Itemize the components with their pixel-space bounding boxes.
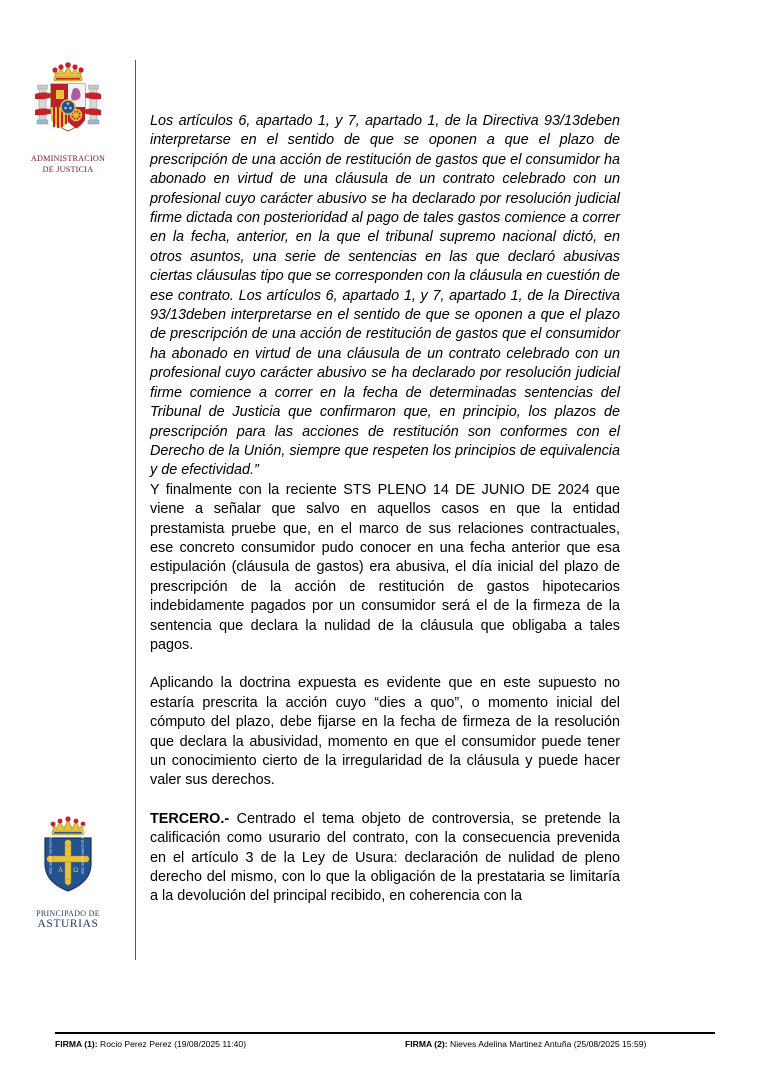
signature-1-label: FIRMA (1): — [55, 1039, 98, 1049]
signature-2 — [405, 1038, 715, 1050]
tercero-body-text: Centrado el tema objeto de controversia, se pretende la calificación como usurario del contrato, con la consecuencia prevenida en el artículo 3 de la Ley de Usura: declaración de nulidad de pleno derecho del mismo, con lo que la obligación de la prestataria se limitaría a la devolución del principal recibido, en coherencia con la — [150, 810, 620, 905]
spain-coat-of-arms-icon — [29, 58, 107, 146]
asturias-caption-line1: PRINCIPADO DE — [36, 909, 100, 918]
paragraph-sts-pleno: Y finalmente con la reciente STS PLENO 14 DE JUNIO DE 2024 que viene a señalar que salvo en aquellos casos en que la entidad prestamista pruebe que, en el marco de sus relaciones contractuales, ese concreto consumidor pudo conocer en una fecha anterior que esa estipulación (cláusula de gastos) era abusiva, el día inicial del plazo de prescripción de la acción de restitución de gastos hipotecarios indebidamente pagados por un consumidor será el de la firmeza de la sentencia que declara la nulidad de la cláusula que obligaba a tales pagos. — [150, 481, 620, 653]
paragraph-spacer — [150, 655, 620, 674]
signature-2-value: Nieves Adelina Martinez Antuña (25/08/2025 15:59) — [447, 1039, 647, 1049]
signature-footer — [55, 1038, 715, 1050]
svg-text:HOC SIGNO VINCITVR INIMICVS: HOC SIGNO VINCITVR INIMICVS — [81, 824, 85, 874]
svg-text:HOC SIGNO TVETVR PIVS: HOC SIGNO TVETVR PIVS — [49, 834, 53, 874]
signature-1-value: Rocio Perez Perez (19/08/2025 11:40) — [97, 1039, 247, 1049]
paragraph-quote-italic: Los artículos 6, apartado 1, y 7, apartado 1, de la Directiva 93/13deben interpretarse en el sentido de que se oponen a que el plazo de prescripción de una acción de restitución de gastos que el consumidor ha abonado en virtud de una cláusula de un contrato celebrado con un profesional cuyo carácter abusivo se ha declarado por resolución judicial firme dictada con posterioridad al pago de tales gastos comience a correr en la fecha, anterior, en la que el tribunal supremo nacional dictó, en otros asuntos, una serie de sentencias en las que declaró abusivas ciertas cláusulas tipo que se corresponden con la cláusula en cuestión de ese contrato. Los artículos 6, apartado 1, y 7, apartado 1, de la Directiva 93/13deben interpretarse en el sentido de que se oponen a que el plazo de prescripción de una acción de restitución de gastos que el consumidor ha abonado en virtud de una cláusula de un contrato celebrado con un profesional cuyo carácter abusivo se ha declarado por resolución judicial firme comience a correr en la fecha de determinadas sentencias del Tribunal de Justicia que confirmaron que, en principio, los plazos de prescripción para las acciones de restitución son conformes con el Derecho de la Unión, siempre que respeten los principios de equivalencia y de efectividad.” — [150, 113, 620, 479]
justicia-caption-line1: ADMINISTRACION — [30, 154, 106, 163]
emblem-rail — [0, 0, 136, 1086]
signature-1 — [55, 1038, 405, 1050]
paragraph-aplicando: Aplicando la doctrina expuesta es evidente que en este supuesto no estaría prescrita la acción cuyo “dies a quo”, o momento inicial del cómputo del plazo, debe fijarse en la fecha de firmeza de la resolución que declara la abusividad, momento en que el consumidor puede tener un conocimiento cierto de la irregularidad de la cláusula y puede hacer valer sus derechos. — [150, 675, 620, 789]
justicia-caption-line2: DE JUSTICIA — [42, 164, 94, 174]
svg-text:A: A — [58, 866, 64, 874]
footer-divider — [55, 1032, 715, 1034]
administracion-justicia-emblem — [0, 58, 136, 175]
svg-text:Ω: Ω — [73, 866, 79, 874]
asturias-caption-line2: ASTURIAS — [37, 918, 99, 930]
paragraph-spacer — [150, 791, 620, 810]
asturias-coat-of-arms-icon — [31, 812, 105, 900]
emblem-caption — [0, 154, 136, 175]
tercero-heading-label: TERCERO.- — [150, 810, 230, 827]
document-text-body — [150, 112, 620, 907]
paragraph-tercero — [150, 810, 620, 907]
signature-2-label: FIRMA (2): — [405, 1039, 448, 1049]
principado-asturias-emblem — [0, 812, 136, 930]
